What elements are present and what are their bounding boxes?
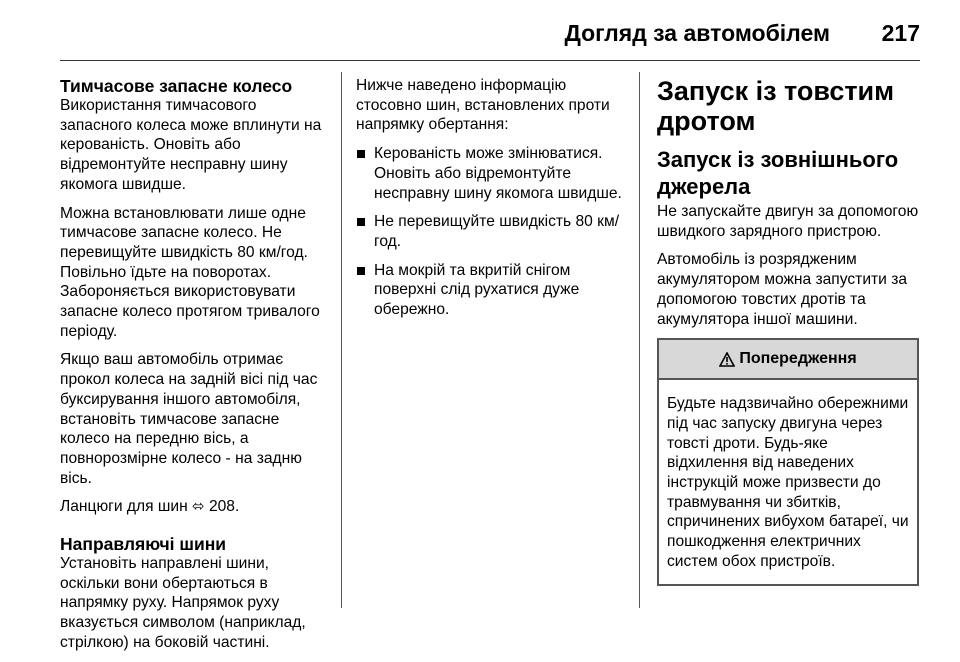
square-bullet-icon	[357, 218, 365, 226]
paragraph-jump-1: Не запускайте двигун за допомогою швидкого зарядного пристрою.	[657, 203, 919, 240]
paragraph-intro: Нижче наведено інформацію стосовно шин, встановлених проти напрямку обертання:	[356, 77, 610, 134]
list-item-text: На мокрій та вкритій снігом поверхні слід рухатися дуже обережно.	[374, 261, 580, 319]
list-item-text: Керованість може змінюватися. Оновіть або відремонтуйте несправну шину якомога швидше.	[374, 145, 622, 202]
square-bullet-icon	[357, 150, 365, 158]
warning-text: Будьте надзвичайно обережними під час запуску двигуна через товсті дроти. Будь-яке відхилення від наведених інструкцій може призвести до травмування чи збитків, спричинених вибухом батареї, чи пошкодження електричних систем обох пристроїв.	[667, 395, 909, 570]
column-1	[60, 76, 332, 662]
heading-external-source: Запуск із зовнішнього джерела	[657, 147, 899, 199]
column-2	[356, 76, 626, 329]
warning-title: Попередження	[739, 350, 857, 368]
page-number: 217	[881, 20, 920, 46]
header-title: Догляд за автомобілем	[564, 20, 830, 46]
square-bullet-icon	[357, 267, 365, 275]
list-item	[356, 212, 626, 251]
page-header	[60, 14, 920, 54]
warning-triangle-icon	[719, 352, 735, 367]
paragraph-temp-2: Можна встановлювати лише одне тимчасове запасне колесо. Не перевищуйте швидкість 80 км/год. Повільно їдьте на поворотах. Забороняється використовувати запасне колесо протягом тривалого періоду.	[60, 204, 320, 340]
chains-ref-page[interactable]: 208.	[208, 498, 240, 516]
column-divider-2	[639, 72, 640, 608]
header-rule	[60, 60, 920, 61]
list-item	[356, 144, 626, 203]
warning-box	[657, 338, 919, 585]
paragraph-temp-3: Якщо ваш автомобіль отримає прокол колеса на задній вісі під час буксирування іншого автомобіля, встановіть тимчасове запасне колесо на передню вісь, а повнорозмірне колесо - на задню вісь.	[60, 351, 318, 487]
reference-arrow-icon: ⬄	[192, 498, 205, 516]
paragraph-jump-2: Автомобіль із розрядженим акумулятором можна запустити за допомогою товстих дротів та акумулятора іншої машини.	[657, 251, 908, 328]
paragraph-chains-ref	[60, 497, 332, 517]
chains-ref-text: Ланцюги для шин	[60, 498, 188, 516]
paragraph-directional: Установіть направлені шини, оскільки вони обертаються в напрямку руху. Напрямок руху вказується символом (наприклад, стрілкою) на боковій частині.	[60, 555, 306, 651]
heading-directional-tyres: Направляючі шини	[60, 534, 227, 555]
heading-temporary-spare: Тимчасове запасне колесо	[60, 76, 293, 96]
column-3	[657, 76, 919, 586]
bullet-list	[356, 144, 626, 320]
paragraph-temp-1: Використання тимчасового запасного колеса може вплинути на керованість. Оновіть або відремонтуйте несправну шину якомога швидше.	[60, 97, 322, 193]
list-item-text: Не перевищуйте швидкість 80 км/год.	[374, 213, 620, 250]
list-item	[356, 261, 626, 320]
heading-jump-start: Запуск із товстим дротом	[657, 76, 895, 136]
warning-header	[659, 340, 917, 380]
column-divider-1	[341, 72, 342, 608]
